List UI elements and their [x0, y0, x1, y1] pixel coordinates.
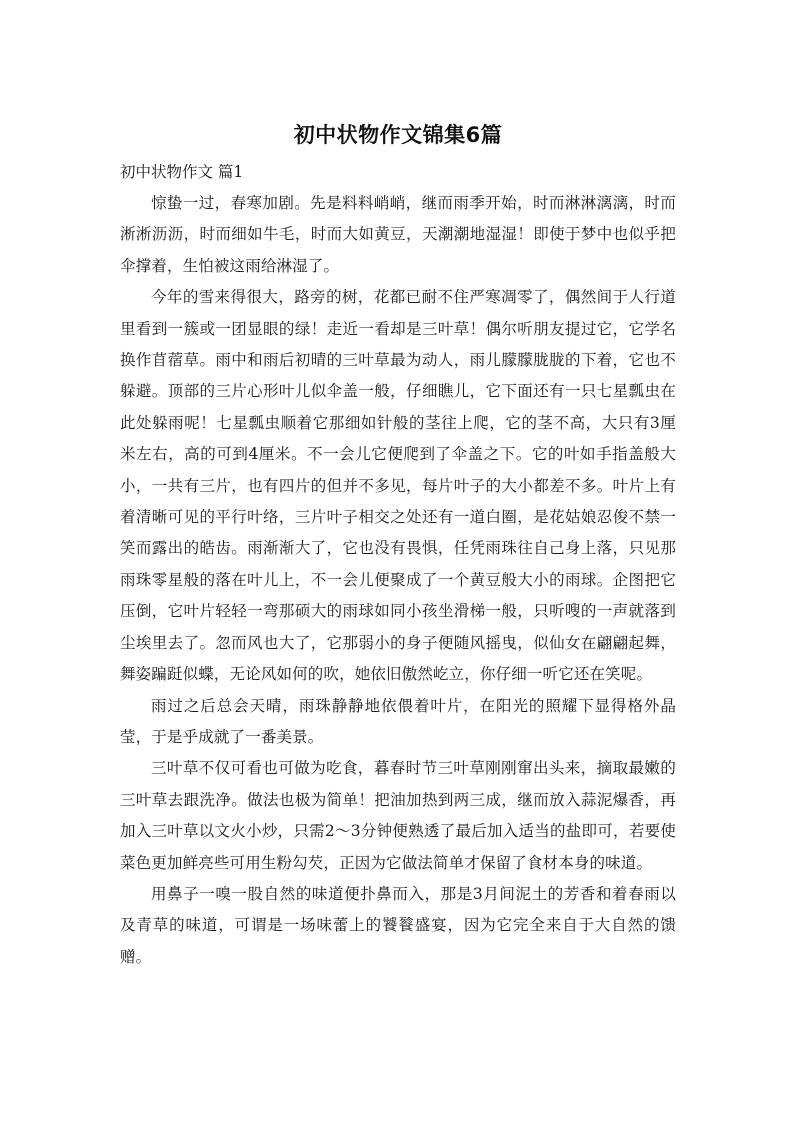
paragraph-3: 雨过之后总会天晴，雨珠静静地依偎着叶片，在阳光的照耀下显得格外晶莹，于是乎成就了一番美景。 [120, 696, 676, 746]
paragraph-4: 三叶草不仅可看也可做为吃食，暮春时节三叶草刚刚窜出头来，摘取最嫩的三叶草去跟洗净。做法也极为简单！把油加热到两三成，继而放入蒜泥爆香，再加入三叶草以文火小炒，只需2～3分钟便熟透了最后加入适当的盐即可，若要使菜色更加鲜亮些可用生粉勾芡，正因为它做法简单才保留了食材本身的味道。 [120, 759, 676, 872]
paragraph-2: 今年的雪来得很大，路旁的树，花都已耐不住严寒凋零了，偶然间于人行道里看到一簇或一团显眼的绿！走近一看却是三叶草！偶尔听朋友提过它，它学名换作苜蓿草。雨中和雨后初晴的三叶草最为动人，雨儿朦朦胧胧的下着，它也不躲避。顶部的三片心形叶儿似伞盖一般，仔细瞧儿，它下面还有一只七星瓢虫在此处躲雨呢！七星瓢虫顺着它那细如针般的茎往上爬，它的茎不高，大只有3厘米左右，高的可到4厘米。不一会儿它便爬到了伞盖之下。它的叶如手指盖般大小，一共有三片，也有四片的但并不多见，每片叶子的大小都差不多。叶片上有着清晰可见的平行叶络，三片叶子相交之处还有一道白圈，是花姑娘忍俊不禁一笑而露出的皓齿。雨渐渐大了，它也没有畏惧，任凭雨珠往自己身上落，只见那雨珠零星般的落在叶儿上，不一会儿便聚成了一个黄豆般大小的雨球。企图把它压倒，它叶片轻轻一弯那硕大的雨球如同小孩坐滑梯一般，只听嗖的一声就落到尘埃里去了。忽而风也大了，它那弱小的身子便随风摇曳，似仙女在翩翩起舞，舞姿蹁跹似蝶，无论风如何的吹，她依旧傲然屹立，你仔细一听它还在笑呢。 [120, 288, 676, 684]
paragraph-5: 用鼻子一嗅一股自然的味道便扑鼻而入，那是3月间泥土的芳香和着春雨以及青草的味道，可谓是一场味蕾上的饕餮盛宴，因为它完全来自于大自然的馈赠。 [120, 884, 676, 966]
paragraph-1: 惊蛰一过，春寒加剧。先是料料峭峭，继而雨季开始，时而淋淋漓漓，时而淅淅沥沥，时而细如牛毛，时而大如黄豆，天潮潮地湿湿！即使于梦中也似乎把伞撑着，生怕被这雨给淋湿了。 [120, 194, 676, 275]
document-body [120, 188, 676, 973]
document-page [120, 118, 676, 973]
document-title: 初中状物作文锦集6篇 [293, 123, 503, 147]
section-heading: 初中状物作文 篇1 [120, 163, 244, 181]
